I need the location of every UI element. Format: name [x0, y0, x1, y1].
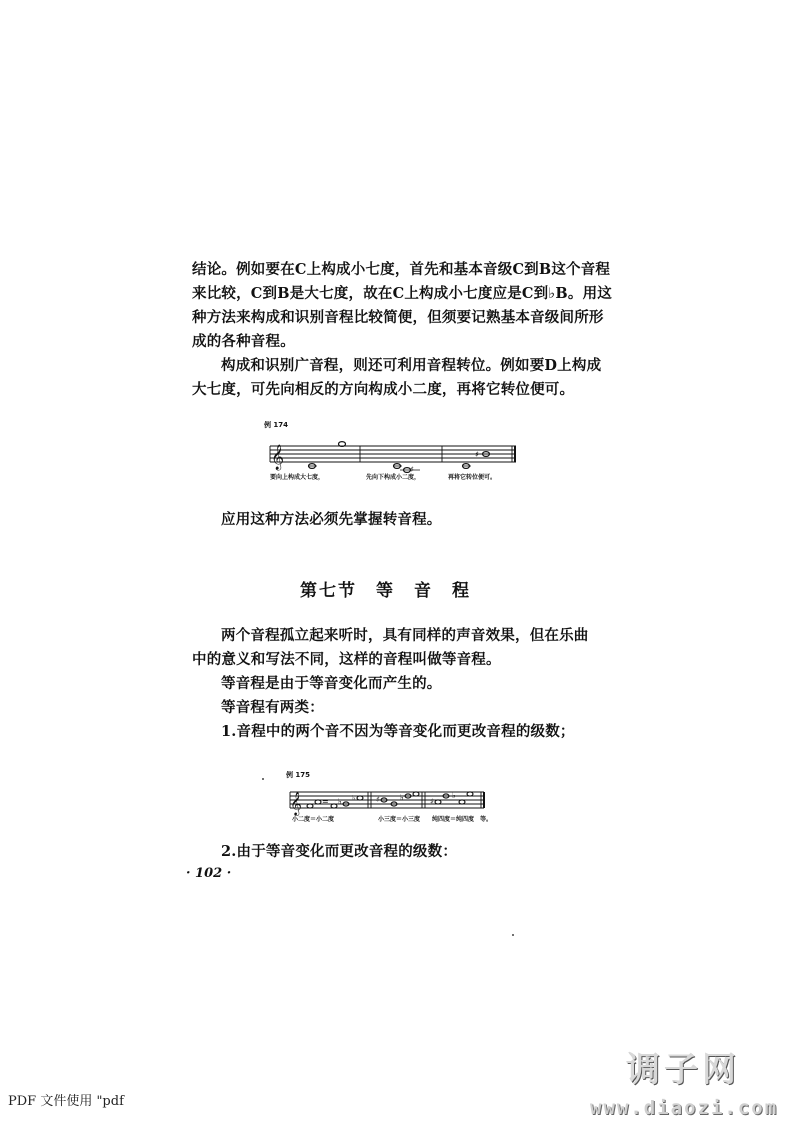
- svg-text:♯: ♯: [475, 450, 479, 459]
- example-caption-1: 要向上构成大七度，: [270, 474, 325, 481]
- paragraph-1: 结论。例如要在C上构成小七度，首先和基本音级C到B这个音程来比较，C到B是大七度，故在C上构成小七度应是C到♭B。用这种方法来构成和识别音程比较简便，但须要记熟基本音级间所形成的各种音程。: [192, 261, 612, 350]
- svg-text:♯: ♯: [376, 795, 380, 804]
- pdf-footer-text: PDF 文件使用 "pdf: [8, 1094, 124, 1109]
- example-caption-3: 再将它转位便可。: [448, 474, 497, 481]
- svg-text:♭: ♭: [452, 791, 456, 800]
- example-caption-1: 小二度＝小二度: [292, 816, 335, 823]
- music-example-175: [284, 770, 504, 826]
- watermark-name: 调子网: [626, 1050, 740, 1090]
- svg-text:=: =: [322, 797, 329, 806]
- staff-174: [262, 432, 522, 492]
- paragraph-5: 等音程是由于等音变化而产生的。: [221, 675, 442, 692]
- svg-text:♭: ♭: [338, 797, 342, 806]
- page-number: · 102 ·: [186, 866, 232, 881]
- paragraph-8: 2.由于等音变化而更改音程的级数：: [221, 843, 458, 860]
- paragraph-2: 构成和识别广音程，则还可利用音程转位。例如要D上构成大七度，可先向相反的方向构成小二度，再将它转位便可。: [192, 357, 602, 398]
- paragraph-3: 应用这种方法必须先掌握转音程。: [221, 511, 442, 528]
- paragraph-4: 两个音程孤立起来听时，具有同样的声音效果，但在乐曲中的意义和写法不同，这样的音程叫做等音程。: [192, 627, 589, 668]
- speck: [512, 934, 514, 936]
- svg-text:𝄞: 𝄞: [290, 791, 302, 815]
- example-caption-3: 纯四度＝纯四度 等。: [432, 816, 493, 823]
- example-caption-2: 先向下构成小二度，: [366, 474, 421, 481]
- site-watermark: [590, 1042, 790, 1119]
- music-example-174: [262, 420, 522, 490]
- paragraph-7: 1.音程中的两个音不因为等音变化而更改音程的级数；: [221, 723, 575, 740]
- svg-text:♯: ♯: [430, 797, 434, 806]
- example-caption-2: 小三度＝小三度: [378, 816, 421, 823]
- svg-text:𝄞: 𝄞: [271, 445, 285, 470]
- section-heading: 第七节 等 音 程: [300, 581, 471, 601]
- watermark-url: www.diaozi.com: [590, 1097, 779, 1119]
- example-label: 例 175: [286, 771, 311, 779]
- paragraph-6: 等音程有两类：: [221, 699, 324, 716]
- svg-text:♯: ♯: [410, 465, 414, 474]
- svg-text:♭: ♭: [400, 793, 404, 802]
- svg-text:♭: ♭: [352, 794, 356, 802]
- speck: [262, 778, 264, 780]
- example-label: 例 174: [264, 421, 289, 429]
